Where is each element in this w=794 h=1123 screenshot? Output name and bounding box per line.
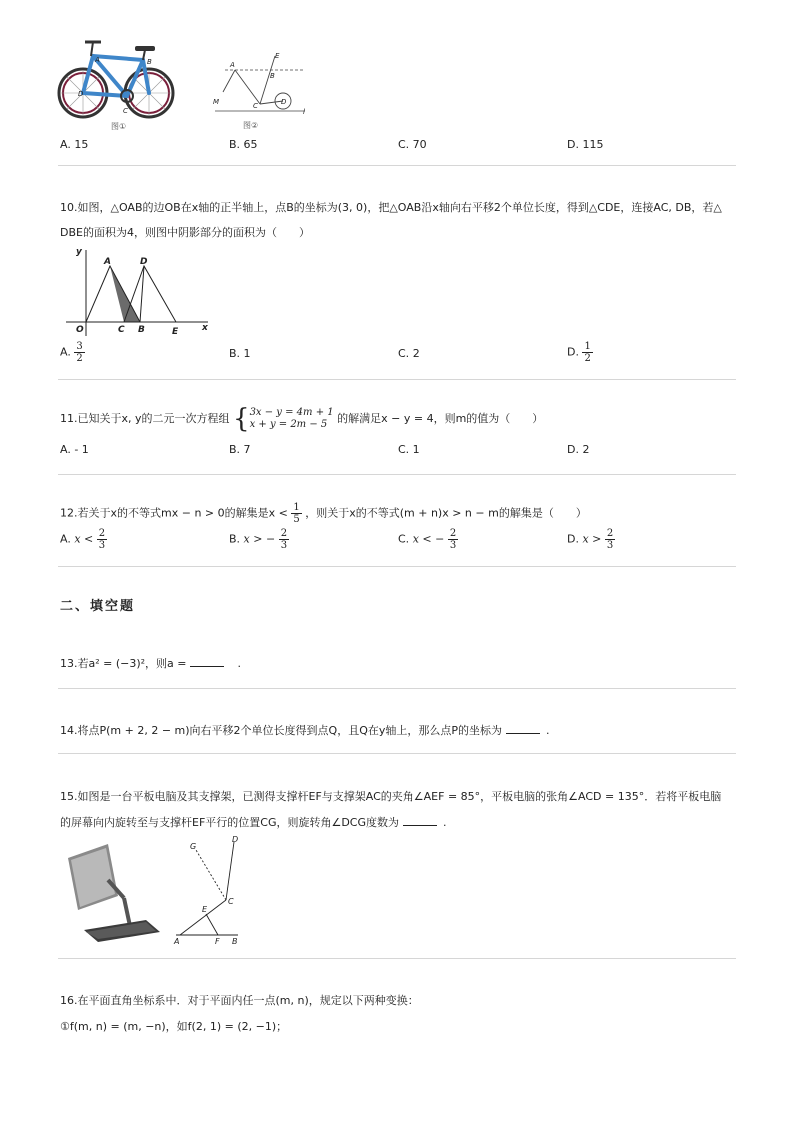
fig1-label-c: C (123, 107, 128, 115)
q13-end: . (237, 657, 242, 670)
fig10-label-d: D (140, 257, 148, 267)
q10-triangle-figure (62, 244, 212, 338)
divider (58, 753, 736, 754)
option-fraction: $\frac{3}{2}$ (76, 341, 83, 364)
fig10-label-a: A (104, 257, 111, 267)
option-letter: A. (60, 532, 71, 546)
fig2-label-a: A (230, 61, 235, 69)
q14-text: 14.将点P(m + 2, 2 − m)向右平移2个单位长度得到点Q，且Q在y轴上，那么点P的坐标为 (60, 724, 503, 737)
fig2-label-c: C (253, 102, 258, 110)
fig10-label-x: x (202, 323, 208, 333)
fig1-label-a: A (95, 56, 100, 64)
fig2-label-e: E (275, 52, 280, 60)
option-fraction: $\frac{1}{2}$ (584, 341, 591, 364)
fig15-label-f: F (215, 937, 220, 946)
divider (58, 566, 736, 567)
option-fraction: $\frac{2}{3}$ (449, 528, 457, 551)
fig10-label-y: y (76, 247, 82, 257)
option-letter: B. (229, 532, 241, 546)
q10-option-d[interactable] (567, 341, 593, 364)
q12-suffix: ，则关于x的不等式(m + n)x > n − m的解集是（ ） (305, 506, 587, 520)
equation-1: 3x − y = 4m + 1 (249, 407, 334, 418)
option-value: 2 (412, 347, 420, 360)
q15-text: 的屏幕向内旋转至与支撑杆EF平行的位置CG，则旋转角∠DCG度数为 (60, 816, 400, 829)
fig15-label-b: B (232, 937, 238, 946)
fig15-label-c: C (228, 897, 234, 906)
divider (58, 379, 736, 380)
fig10-label-e: E (172, 327, 179, 337)
fig10-label-o: O (76, 325, 84, 335)
q11-prefix: 11.已知关于x, y的二元一次方程组 (60, 412, 230, 425)
q11-option-b[interactable]: B. 7 (229, 443, 251, 456)
divider (58, 688, 736, 689)
q11-suffix: 的解满足x − y = 4，则m的值为（ ） (337, 412, 544, 425)
option-fraction: $\frac{2}{3}$ (98, 528, 106, 551)
q12-prefix: 12.若关于x的不等式mx − n > 0的解集是x < (60, 506, 288, 520)
q16-stem-line1: 16.在平面直角坐标系中．对于平面内任一点(m, n)，规定以下两种变换： (60, 994, 419, 1007)
q12-option-c[interactable] (398, 528, 458, 551)
fig15-label-a: A (174, 937, 180, 946)
option-letter: C. (398, 532, 410, 546)
fig15-label-d: D (232, 835, 239, 844)
divider (58, 958, 736, 959)
option-expression: x < − (412, 532, 445, 546)
fig2-label-l: l (303, 108, 305, 116)
q9-option-b[interactable]: B. 65 (229, 138, 258, 151)
option-letter: B. (229, 347, 241, 360)
q12-option-a[interactable] (60, 528, 107, 551)
q10-option-c[interactable] (398, 347, 420, 360)
q10-stem-line2: DBE的面积为4，则图中阴影部分的面积为（ ） (60, 226, 310, 239)
q15-stem-line1: 15.如图是一台平板电脑及其支撑架，已测得支撑杆EF与支撑架AC的夹角∠AEF = 85°，平板电脑的张角∠ACD = 135°．若将平板电脑 (60, 790, 722, 803)
answer-blank[interactable] (403, 815, 437, 826)
q10-option-b[interactable] (229, 347, 251, 360)
fig2-label-b: B (270, 72, 275, 80)
divider (58, 165, 736, 166)
q15-angle-diagram (170, 834, 245, 946)
bicycle-diagram-figure (205, 46, 310, 134)
fig2-caption: 图② (243, 121, 259, 130)
option-letter: D. (567, 532, 579, 546)
option-letter: A. (60, 345, 71, 359)
fig2-label-d: D (281, 98, 287, 106)
q14-stem (60, 722, 550, 738)
q9-option-d[interactable]: D. 115 (567, 138, 604, 151)
q12-fraction: $\frac{1}{5}$ (293, 502, 300, 525)
divider (58, 474, 736, 475)
q12-option-b[interactable] (229, 528, 289, 551)
option-letter: C. (398, 347, 410, 360)
bicycle-figure (55, 36, 175, 132)
option-expression: x > (582, 532, 602, 546)
q11-option-a[interactable]: A. - 1 (60, 443, 89, 456)
tablet-stand-photo (60, 838, 165, 946)
q13-stem (60, 655, 241, 671)
q15-stem-line2 (60, 814, 447, 830)
option-letter: D. (567, 345, 579, 359)
answer-blank[interactable] (506, 723, 540, 734)
fig2-label-m: M (213, 98, 220, 106)
q15-end: . (443, 816, 447, 829)
option-fraction: $\frac{2}{3}$ (606, 528, 614, 551)
q12-stem (60, 502, 587, 525)
option-value: 1 (243, 347, 251, 360)
fig1-label-d: D (78, 90, 84, 98)
fig10-label-c: C (118, 325, 125, 335)
fig1-label-b: B (147, 58, 152, 66)
q11-option-d[interactable]: D. 2 (567, 443, 590, 456)
fig1-caption: 图① (111, 122, 127, 131)
equation-2: x + y = 2m − 5 (249, 419, 328, 430)
option-fraction: $\frac{2}{3}$ (280, 528, 288, 551)
q12-option-d[interactable] (567, 528, 615, 551)
option-expression: x > − (243, 532, 276, 546)
answer-blank[interactable] (190, 656, 224, 667)
fig15-label-g: G (190, 842, 197, 851)
q9-option-a[interactable]: A. 15 (60, 138, 89, 151)
q14-end: . (546, 724, 550, 737)
q16-stem-line2: ①f(m, n) = (m, −n)，如f(2, 1) = (2, −1)； (60, 1020, 288, 1033)
q13-text: 13.若a² = (−3)²，则a = (60, 657, 187, 670)
q9-option-c[interactable]: C. 70 (398, 138, 427, 151)
fig15-label-e: E (202, 905, 208, 914)
q11-option-c[interactable]: C. 1 (398, 443, 420, 456)
q10-option-a[interactable] (60, 341, 85, 364)
fig10-label-b: B (138, 325, 145, 335)
section-title: 二、填空题 (60, 599, 136, 614)
option-expression: x < (74, 532, 94, 546)
q11-stem (60, 406, 543, 432)
q10-stem-line1: 10.如图，△OAB的边OB在x轴的正半轴上，点B的坐标为(3, 0)，把△OAB沿x轴向右平移2个单位长度，得到△CDE，连接AC, DB，若△ (60, 201, 722, 214)
equation-system: { 3x − y = 4m + 1 x + y = 2m − 5 (233, 404, 334, 434)
